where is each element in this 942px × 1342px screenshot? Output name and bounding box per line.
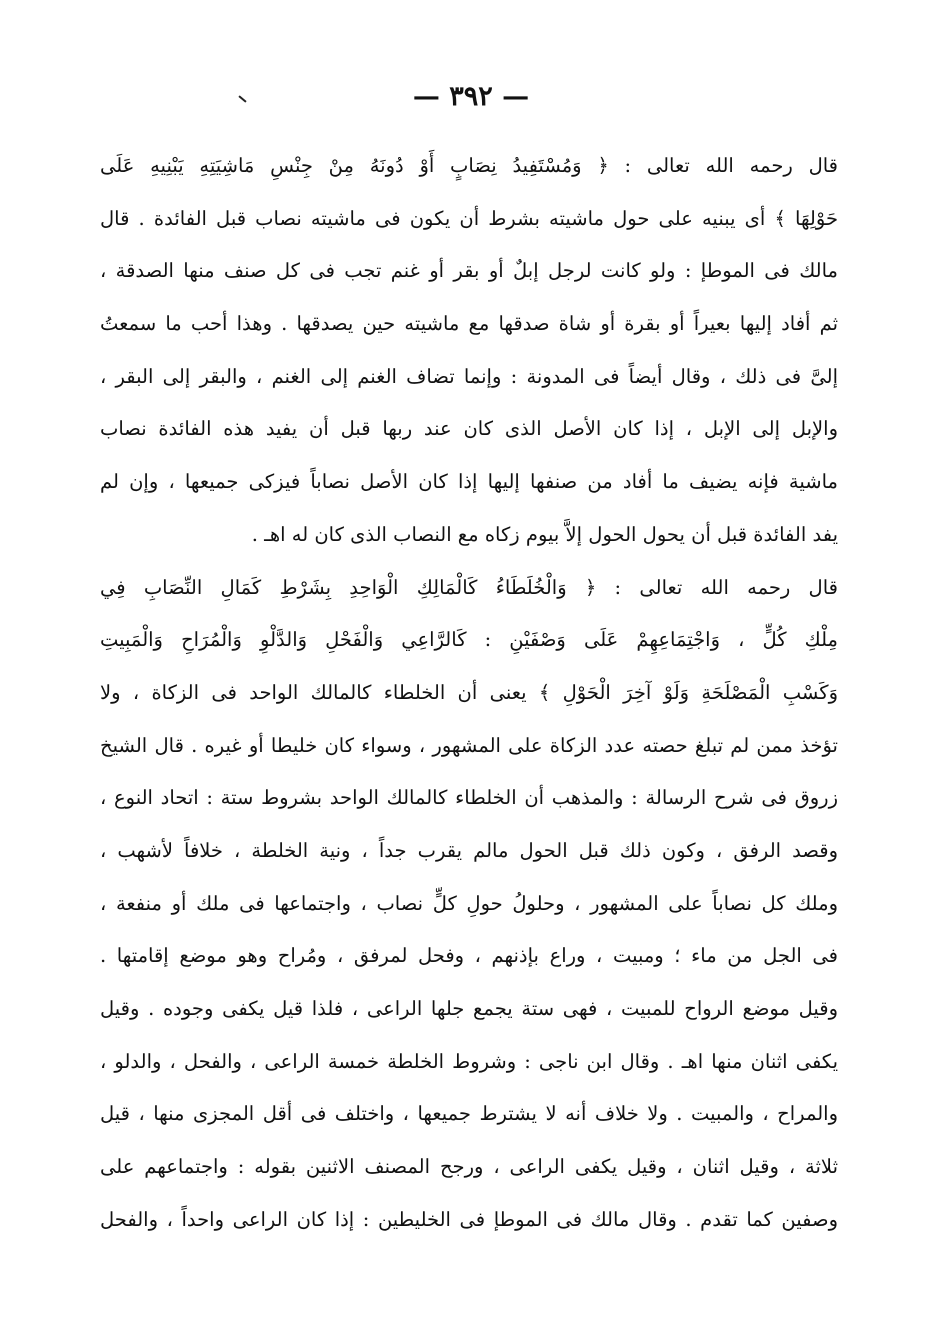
text-line: يكفى اثنان منها اهـ . وقال ابن ناجى : وشروط الخلطة خمسة الراعى ، والفحل ، والدلو ،	[100, 1049, 838, 1073]
text-line: يفد الفائدة قبل أن يحول الحول إلاَّ بيوم زكاه مع النصاب الذى كان له اهـ .	[251, 522, 838, 546]
text-line: إلىَّ فى ذلك ، وقال أيضاً فى المدونة : وإنما تضاف الغنم إلى الغنم ، والبقر إلى البقر ،	[100, 364, 838, 388]
text-line: وصفين كما تقدم . وقال مالك فى الموطإ فى الخليطين : إذا كان الراعى واحداً ، والفحل	[100, 1207, 838, 1231]
text-line: زروق فى شرح الرسالة : والمذهب أن الخلطاء كالمالك الواحد بشروط ستة : اتحاد النوع ،	[100, 786, 838, 810]
text-line: تؤخذ ممن لم تبلغ حصته عدد الزكاة على المشهور ، وسواء كان خليطا أو غيره . قال الشيخ	[100, 733, 838, 757]
text-line: والمراح ، والمبيت . ولا خلاف أنه لا يشترط جميعها ، واختلف فى أقل المجزى منها ، قيل	[100, 1102, 838, 1126]
text-line: مالك فى الموطإ : ولو كانت لرجل إبلٌ أو بقر أو غنم تجب فى كل صنف منها الصدقة ،	[100, 259, 838, 283]
text-line: والإبل إلى الإبل ، إذا كان الأصل الذى كان عند ربها قبل أن يفيد هذه الفائدة نصاب	[100, 417, 838, 441]
text-line: حَوْلِهَا ﴾ أى يبنيه على حول ماشيته بشرط أن يكون فى ماشيته نصاب قبل الفائدة . قال	[100, 206, 838, 230]
text-line: فى الجل من ماء ؛ ومبيت ، وراع بإذنهم ، وفحل لمرفق ، ومُراح وهو موضع إقامتها .	[100, 944, 838, 968]
text-line: وملك كل نصاباً على المشهور ، وحلولُ حولِ كلٍّ نصاب ، واجتماعها فى ملك أو منفعة ،	[100, 891, 838, 915]
text-line: قال رحمه الله تعالى : ﴿ وَالْخُلَطَاءُ كَالْمَالِكِ الْوَاحِدِ بِشَرْطِ كَمَالِ النِّصَابِ فِي	[100, 575, 838, 599]
text-line: مِلْكِ كُلٍّ ، وَاجْتِمَاعِهِمْ عَلَى وَصْفَيْنِ : كَالرَّاعِي وَالْفَحْلِ وَالدَّلْوِ وَالْمُرَاحِ وَالْمَبِيتِ	[100, 628, 838, 652]
text-line: ثلاثة ، وقيل اثنان ، وقيل يكفى الراعى ، ورجح المصنف الاثنين بقوله : واجتماعهم على	[100, 1155, 838, 1179]
page-number: — ٣٩٢ —	[412, 81, 530, 112]
text-line: وقيل موضع الرواح للمبيت ، فهى ستة يجمع جلها الراعى ، فلذا قيل يكفى وجوده . وقيل	[100, 997, 838, 1020]
text-line: وَكَسْبِ الْمَصْلَحَةِ وَلَوْ آخِرَ الْحَوْلِ ﴾ يعنى أن الخلطاء كالمالك الواحد فى الزكاة ، ولا	[100, 680, 838, 704]
text-line: ماشية فإنه يضيف ما أفاد من صنفها إليها إذا كان الأصل نصاباً فيزكى جميعها ، وإن لم	[100, 470, 838, 494]
text-line: قال رحمه الله تعالى : ﴿ وَمُسْتَفِيدُ نِصَابٍ أَوْ دُونَهُ مِنْ جِنْسِ مَاشِيَتِهِ يَبْنِيهِ عَلَى	[100, 154, 838, 177]
body-text	[100, 140, 838, 1246]
text-line: ثم أفاد إليها بعيراً أو بقرة أو شاة صدقها مع ماشيته حين يصدقها . وهذا أحب ما سمعتُ	[100, 312, 838, 336]
text-line: وقصد الرفق ، وكون ذلك قبل الحول مالم يقرب جداً ، ونية الخلطة ، خلافاً لأشهب ،	[100, 838, 838, 862]
